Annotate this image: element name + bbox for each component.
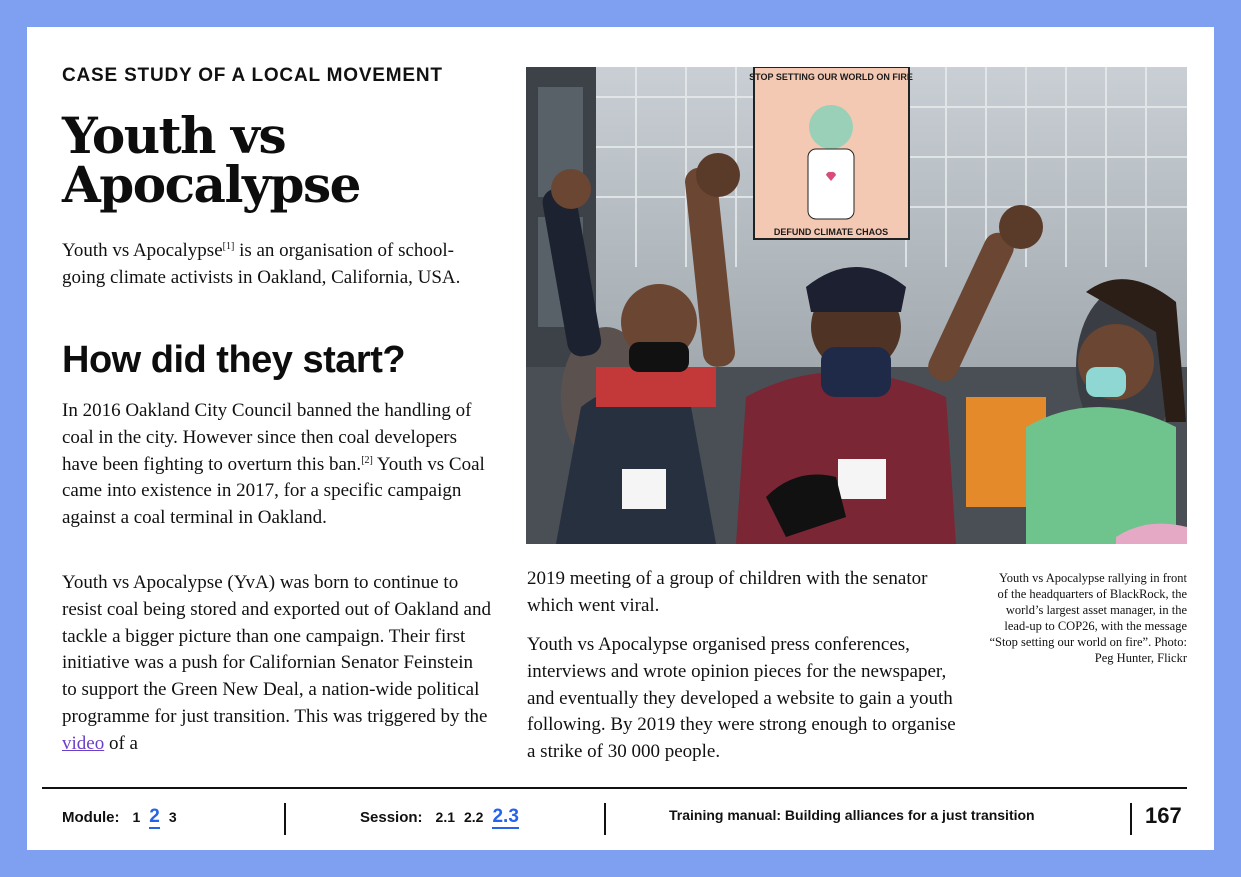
footer-separator bbox=[284, 803, 286, 835]
module-label: Module: bbox=[62, 809, 120, 826]
footer-separator bbox=[1130, 803, 1132, 835]
photo-caption: Youth vs Apocalypse rallying in front of the headquarters of BlackRock, the world’s largest asset manager, in the lead-up to COP26, with the message “Stop setting our world on fire”. Photo: Peg Hunter, Flickr bbox=[989, 571, 1187, 665]
session-link-2-1[interactable]: 2.1 bbox=[435, 809, 455, 825]
section-kicker: CASE STUDY OF A LOCAL MOVEMENT bbox=[62, 65, 443, 86]
session-label: Session: bbox=[360, 809, 423, 826]
manual-title-wrap bbox=[669, 807, 1035, 823]
module-link-1[interactable]: 1 bbox=[132, 809, 141, 825]
rally-photo bbox=[526, 67, 1187, 544]
footer-separator bbox=[604, 803, 606, 835]
body-paragraph-2: Youth vs Apocalypse (YvA) was born to continue to resist coal being stored and exported out of Oakland and tackle a bigger picture than one campaign. Their first initiative was a push for Californian Senator Feinstein to support the Green New Deal, a nation-wide political programme for just transition. This was triggered by the video of a bbox=[62, 572, 491, 754]
manual-title: Training manual: Building alliances for a just transition bbox=[669, 807, 1035, 823]
session-link-2-2[interactable]: 2.2 bbox=[464, 809, 484, 825]
section-heading: How did they start? bbox=[62, 339, 406, 381]
footnote-ref-2[interactable]: [2] bbox=[361, 454, 373, 466]
footer-divider bbox=[42, 787, 1187, 789]
session-link-2-3-active[interactable]: 2.3 bbox=[492, 806, 519, 827]
protest-sign-top-text: STOP SETTING OUR WORLD ON FIRE bbox=[749, 72, 913, 82]
page-title: Youth vs Apocalypse bbox=[62, 106, 360, 214]
session-nav bbox=[360, 807, 519, 829]
body-paragraph-4: Youth vs Apocalypse organised press conferences, interviews and wrote opinion pieces for the newspaper, and eventually they developed a website to gain a youth following. By 2019 they were strong enough to organise a strike of 30 000 people. bbox=[527, 634, 956, 763]
body-paragraph-3: 2019 meeting of a group of children with the senator which went viral. bbox=[527, 568, 928, 616]
footnote-ref-1[interactable]: [1] bbox=[222, 241, 235, 252]
page-number: 167 bbox=[1145, 803, 1182, 828]
document-page bbox=[27, 27, 1214, 850]
protest-sign-bottom-text: DEFUND CLIMATE CHAOS bbox=[773, 227, 889, 237]
body-paragraph-1: In 2016 Oakland City Council banned the handling of coal in the city. However since then coal developers have been fighting to overturn this ban.[2] Youth vs Coal came into existence in 2017, for a specific campaign against a coal terminal in Oakland. bbox=[62, 400, 485, 529]
module-nav bbox=[62, 807, 177, 829]
intro-paragraph: Youth vs Apocalypse[1] is an organisation of school-going climate activists in Oakland, California, USA. bbox=[62, 240, 461, 288]
video-link[interactable]: video bbox=[62, 732, 105, 754]
module-link-2-active[interactable]: 2 bbox=[149, 806, 160, 827]
module-link-3[interactable]: 3 bbox=[168, 809, 177, 825]
